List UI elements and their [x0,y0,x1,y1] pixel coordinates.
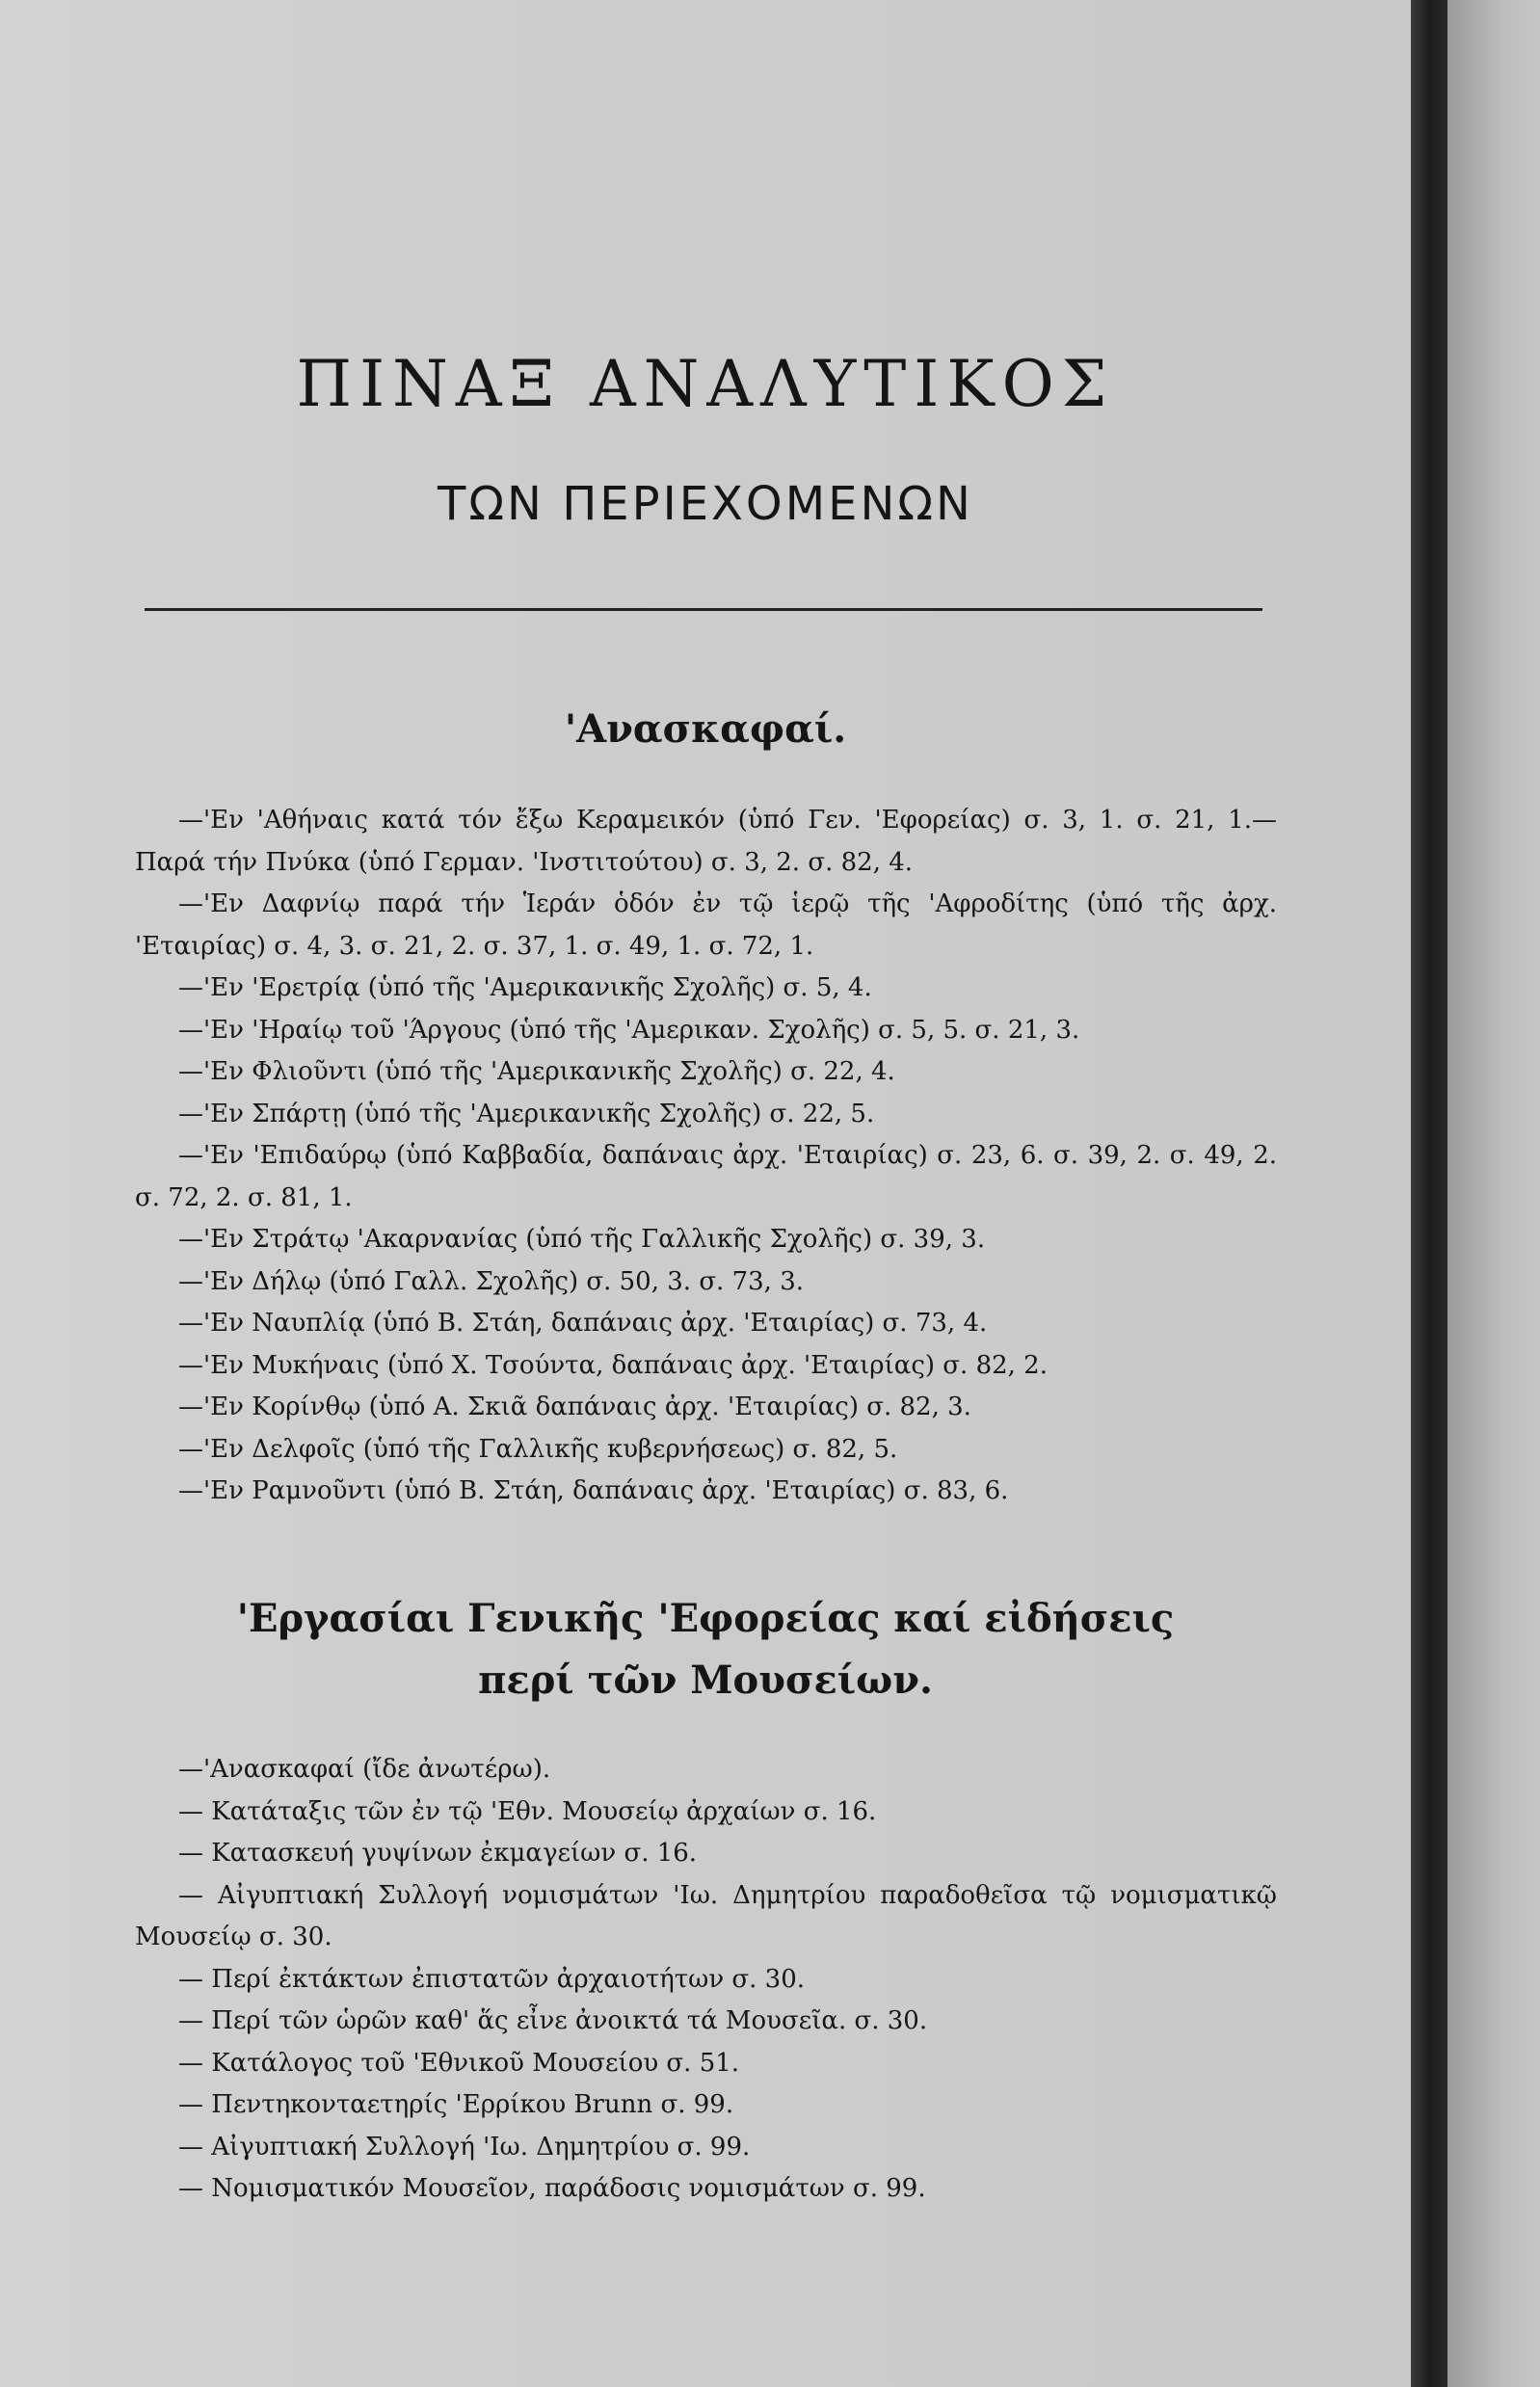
list-item: — Πεντηκονταετηρίς 'Ερρίκου Brunn σ. 99. [178,2090,734,2119]
list-item: —'Εν Σπάρτῃ (ὑπό τῆς 'Αμερικανικῆς Σχολῆς) σ. 22, 5. [178,1099,875,1128]
page-title: ΠΙΝΑΞ ΑΝΑΛΥΤΙΚΟΣ [296,347,1115,421]
list-item: — Περί ἐκτάκτων ἐπιστατῶν ἀρχαιοτήτων σ. 30. [178,1964,806,1994]
entry-list-ergasiai [135,1749,1277,2211]
section-heading-ergasiai-line1: 'Εργασίαι Γενικῆς 'Εφορείας καί εἰδήσεις [236,1596,1175,1641]
list-item: — Νομισματικόν Μουσεῖον, παράδοσις νομισμάτων σ. 99. [178,2174,926,2203]
list-item: —'Εν Δήλῳ (ὑπό Γαλλ. Σχολῆς) σ. 50, 3. σ. 73, 3. [178,1266,805,1296]
list-item: —'Εν Κορίνθῳ (ὑπό Α. Σκιᾶ δαπάναις ἀρχ. 'Εταιρίας) σ. 82, 3. [178,1392,971,1421]
list-item: —'Εν Ραμνοῦντι (ὑπό Β. Στάη, δαπάναις ἀρχ. 'Εταιρίας) σ. 83, 6. [178,1476,1009,1505]
list-item: —'Εν Δαφνίῳ παρά τήν Ἱεράν ὁδόν ἐν τῷ ἱερῷ τῆς 'Αφροδίτης (ὑπό τῆς ἀρχ. 'Εταιρίας) σ. 4, 3. σ. 21, 2. σ. 37, 1. σ. 49, 1. σ. 72, 1. [135,889,1277,961]
book-gutter [1411,0,1447,2387]
list-item: — Αἰγυπτιακή Συλλογή 'Ιω. Δημητρίου σ. 99. [178,2132,751,2162]
page-subtitle: ΤΩΝ ΠΕΡΙΕΧΟΜΕΝΩΝ [438,477,973,531]
list-item: — Αἰγυπτιακή Συλλογή νομισμάτων 'Ιω. Δημητρίου παραδοθεῖσα τῷ νομισματικῷ Μουσείῳ σ. 30. [135,1880,1277,1951]
list-item: —'Εν 'Επιδαύρῳ (ὑπό Καββαδία, δαπάναις ἀρχ. 'Εταιρίας) σ. 23, 6. σ. 39, 2. σ. 49, 2. σ. 72, 2. σ. 81, 1. [135,1141,1277,1212]
list-item: — Κατάταξις τῶν ἐν τῷ 'Εθν. Μουσείῳ ἀρχαίων σ. 16. [178,1796,877,1826]
adjacent-page-edge [1447,0,1540,2387]
list-item: —'Εν 'Ηραίῳ τοῦ 'Άργους (ὑπό τῆς 'Αμερικαν. Σχολῆς) σ. 5, 5. σ. 21, 3. [178,1015,1080,1045]
entry-list-anaskafai [135,800,1277,1513]
list-item: —'Ανασκαφαί (ἴδε ἀνωτέρω). [178,1755,551,1784]
list-item: — Κατασκευή γυψίνων ἐκμαγείων σ. 16. [178,1839,698,1868]
list-item: —'Εν Στράτῳ 'Ακαρνανίας (ὑπό τῆς Γαλλικῆς Σχολῆς) σ. 39, 3. [178,1225,986,1254]
list-item: — Κατάλογος τοῦ 'Εθνικοῦ Μουσείου σ. 51. [178,2048,740,2078]
list-item: —'Εν 'Αθήναις κατά τόν ἔξω Κεραμεικόν (ὑπό Γεν. 'Εφορείας) σ. 3, 1. σ. 21, 1.— Παρά τήν Πνύκα (ὑπό Γερμαν. 'Ινστιτούτου) σ. 3, 2. σ. 82, 4. [135,806,1277,877]
list-item: —'Εν Φλιοῦντι (ὑπό τῆς 'Αμερικανικῆς Σχολῆς) σ. 22, 4. [178,1057,895,1086]
list-item: —'Εν Μυκήναις (ὑπό Χ. Τσούντα, δαπάναις ἀρχ. 'Εταιρίας) σ. 82, 2. [178,1350,1048,1380]
list-item: —'Εν Ναυπλίᾳ (ὑπό Β. Στάη, δαπάναις ἀρχ. 'Εταιρίας) σ. 73, 4. [178,1309,988,1338]
title-divider [145,608,1262,611]
list-item: — Περί τῶν ὡρῶν καθ' ἅς εἶνε ἀνοικτά τά Μουσεῖα. σ. 30. [178,2006,928,2035]
section-heading-ergasiai [0,1588,1411,1711]
section-heading-anaskafai: 'Ανασκαφαί. [564,706,847,752]
list-item: —'Εν Δελφοῖς (ὑπό τῆς Γαλλικῆς κυβερνήσεως) σ. 82, 5. [178,1434,898,1464]
list-item: —'Εν 'Ερετρίᾳ (ὑπό τῆς 'Αμερικανικῆς Σχολῆς) σ. 5, 4. [178,973,872,1002]
section-heading-ergasiai-line2: περί τῶν Μουσείων. [478,1658,933,1703]
